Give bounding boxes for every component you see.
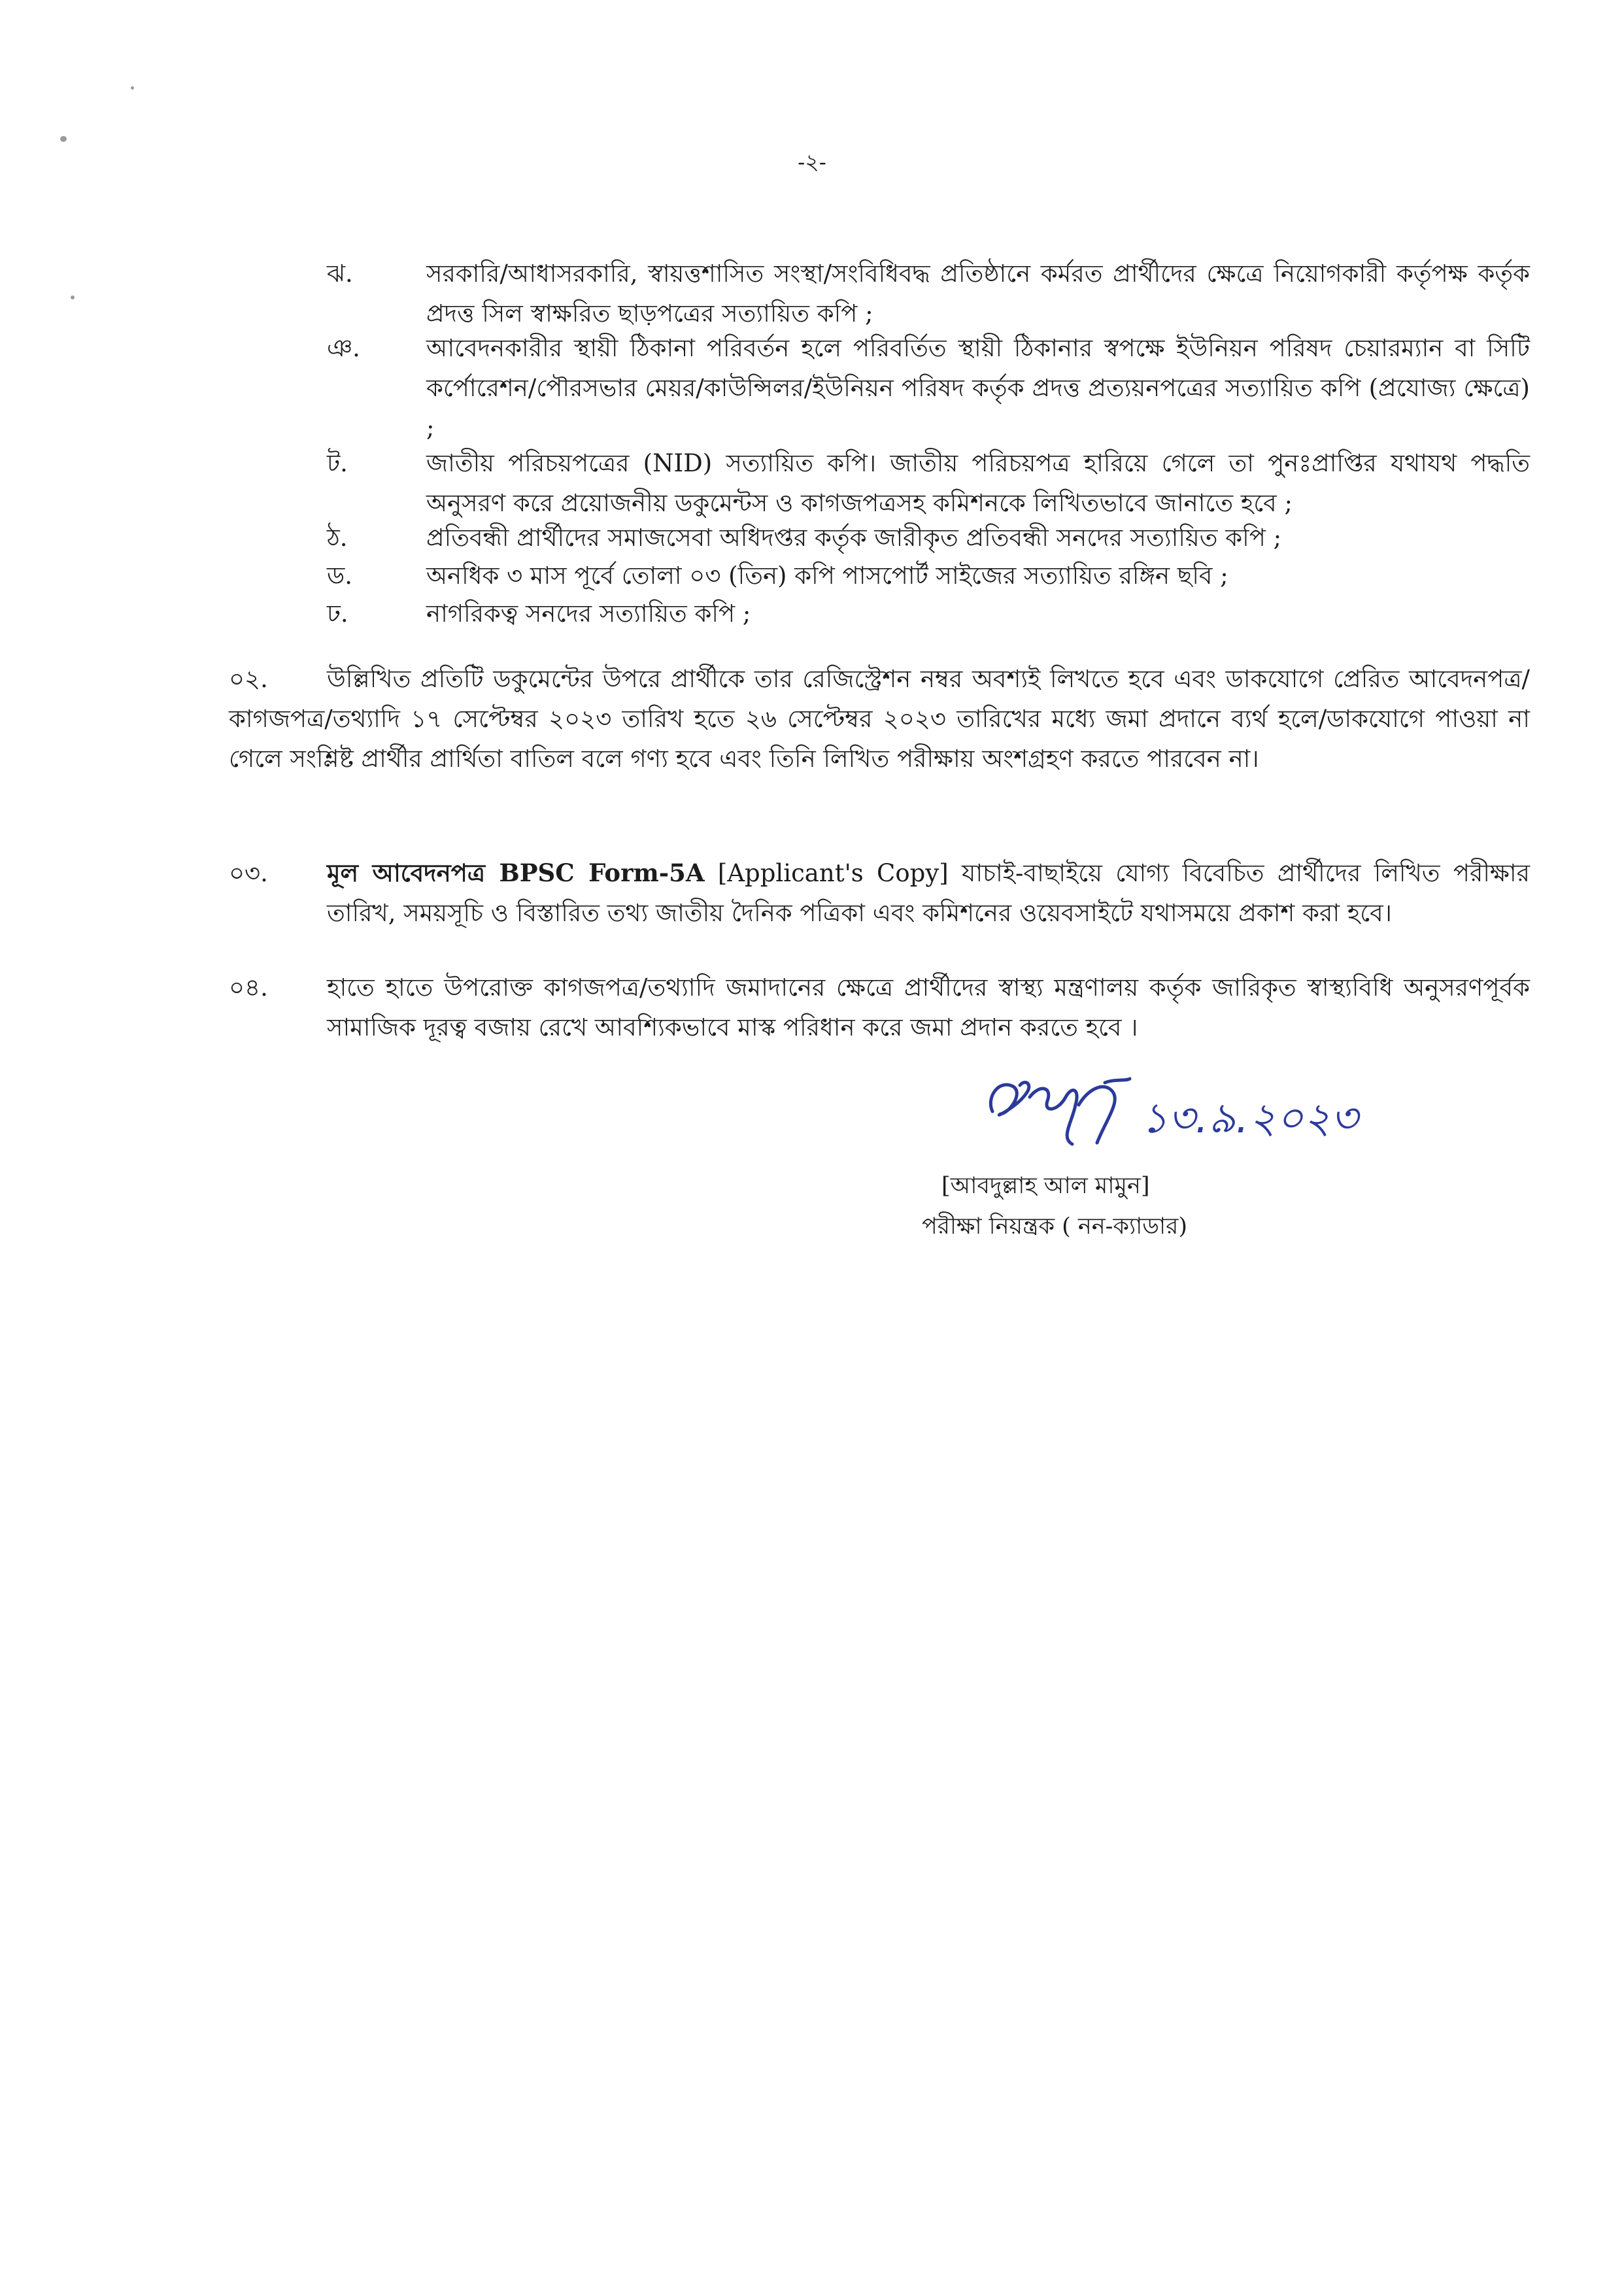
list-item-text: প্রতিবন্ধী প্রার্থীদের সমাজসেবা অধিদপ্তর কর্তৃক জারীকৃত প্রতিবন্ধী সনদের সত্যায়িত কপি ;: [426, 524, 1282, 552]
paragraph-text: হাতে হাতে উপরোক্ত কাগজপত্র/তথ্যাদি জমাদানের ক্ষেত্রে প্রার্থীদের স্বাস্থ্য মন্ত্রণালয় কর্তৃক জারিকৃত স্বাস্থ্যবিধি অনুসরণপূর্বক সামাজিক দূরত্ব বজায় রেখে আবশ্যিকভাবে মাস্ক পরিধান করে জমা প্রদান করতে হবে ।: [327, 973, 1530, 1041]
list-item-label: ঝ.: [327, 260, 353, 288]
signature-date: ১৩.৯.২০২৩: [1141, 1094, 1358, 1143]
list-item-text: সরকারি/আধাসরকারি, স্বায়ত্তশাসিত সংস্থা/সংবিধিবদ্ধ প্রতিষ্ঠানে কর্মরত প্রার্থীদের ক্ষেত্রে নিয়োগকারী কর্তৃপক্ষ কর্তৃক প্রদত্ত সিল স্বাক্ষরিত ছাড়পত্রের সত্যায়িত কপি ;: [426, 260, 1530, 328]
list-item-text: আবেদনকারীর স্থায়ী ঠিকানা পরিবর্তন হলে পরিবর্তিত স্থায়ী ঠিকানার স্বপক্ষে ইউনিয়ন পরিষদ চেয়ারম্যান বা সিটি কর্পোরেশন/পৌরসভার মেয়র/কাউন্সিলর/ইউনিয়ন পরিষদ কর্তৃক প্রদত্ত প্রত্যয়নপত্রের সত্যায়িত কপি (প্রযোজ্য ক্ষেত্রে) ;: [426, 334, 1530, 442]
list-item-text: নাগরিকত্ব সনদের সত্যায়িত কপি ;: [426, 600, 751, 628]
list-item-text: অনধিক ৩ মাস পূর্বে তোলা ০৩ (তিন) কপি পাসপোর্ট সাইজের সত্যায়িত রঙ্গিন ছবি ;: [426, 562, 1228, 590]
list-item-label: ট.: [327, 449, 348, 477]
paragraph-number: ০৩.: [229, 859, 268, 887]
list-item-label: ঠ.: [327, 524, 348, 552]
paragraph-text: উল্লিখিত প্রতিটি ডকুমেন্টের উপরে প্রার্থীকে তার রেজিস্ট্রেশন নম্বর অবশ্যই লিখতে হবে এবং ডাকযোগে প্রেরিত আবেদনপত্র/কাগজপত্র/তথ্যাদি ১৭ সেপ্টেম্বর ২০২৩ তারিখ হতে ২৬ সেপ্টেম্বর ২০২৩ তারিখের মধ্যে জমা প্রদানে ব্যর্থ হলে/ডাকযোগে পাওয়া না গেলে সংশ্লিষ্ট প্রার্থীর প্রার্থিতা বাতিল বলে গণ্য হবে এবং তিনি লিখিত পরীক্ষায় অংশগ্রহণ করতে পারবেন না।: [229, 665, 1530, 773]
scan-speck: [71, 296, 75, 299]
paragraph-text: [Applicant's Copy] যাচাই-বাছাইয়ে যোগ্য বিবেচিত প্রার্থীদের লিখিত পরীক্ষার তারিখ, সময়সূচি ও বিস্তারিত তথ্য জাতীয় দৈনিক পত্রিকা এবং কমিশনের ওয়েবসাইটে যথাসময়ে প্রকাশ করা হবে।: [327, 859, 1530, 927]
list-item: [327, 443, 1530, 523]
list-item: [327, 518, 1530, 558]
scan-speck: [131, 86, 134, 90]
signatory-title: পরীক্ষা নিয়ন্ত্রক ( নন-ক্যাডার): [922, 1213, 1188, 1240]
signatory-name: [আবদুল্লাহ আল মামুন]: [941, 1173, 1150, 1199]
paragraph-02: [229, 659, 1530, 779]
list-item-label: ঞ.: [327, 334, 360, 362]
list-item-label: ড.: [327, 562, 352, 590]
list-item: [327, 328, 1530, 448]
paragraph-bold-lead: মূল আবেদনপত্র BPSC Form-5A: [327, 858, 705, 887]
scan-speck: [60, 136, 67, 142]
list-item-text: জাতীয় পরিচয়পত্রের (NID) সত্যায়িত কপি। জাতীয় পরিচয়পত্র হারিয়ে গেলে তা পুনঃপ্রাপ্তির যথাযথ পদ্ধতি অনুসরণ করে প্রয়োজনীয় ডকুমেন্টস ও কাগজপত্রসহ কমিশনকে লিখিতভাবে জানাতে হবে ;: [426, 449, 1530, 517]
paragraph-04: [229, 968, 1530, 1047]
paragraph-03: [229, 853, 1530, 933]
list-item: [327, 594, 1530, 634]
list-item-label: ঢ.: [327, 600, 348, 628]
page-number: -২-: [798, 149, 826, 175]
handwritten-signature: [974, 1059, 1484, 1151]
paragraph-number: ০২.: [229, 665, 268, 693]
list-item: [327, 254, 1530, 333]
list-item: [327, 556, 1530, 596]
paragraph-number: ০৪.: [229, 973, 268, 1002]
